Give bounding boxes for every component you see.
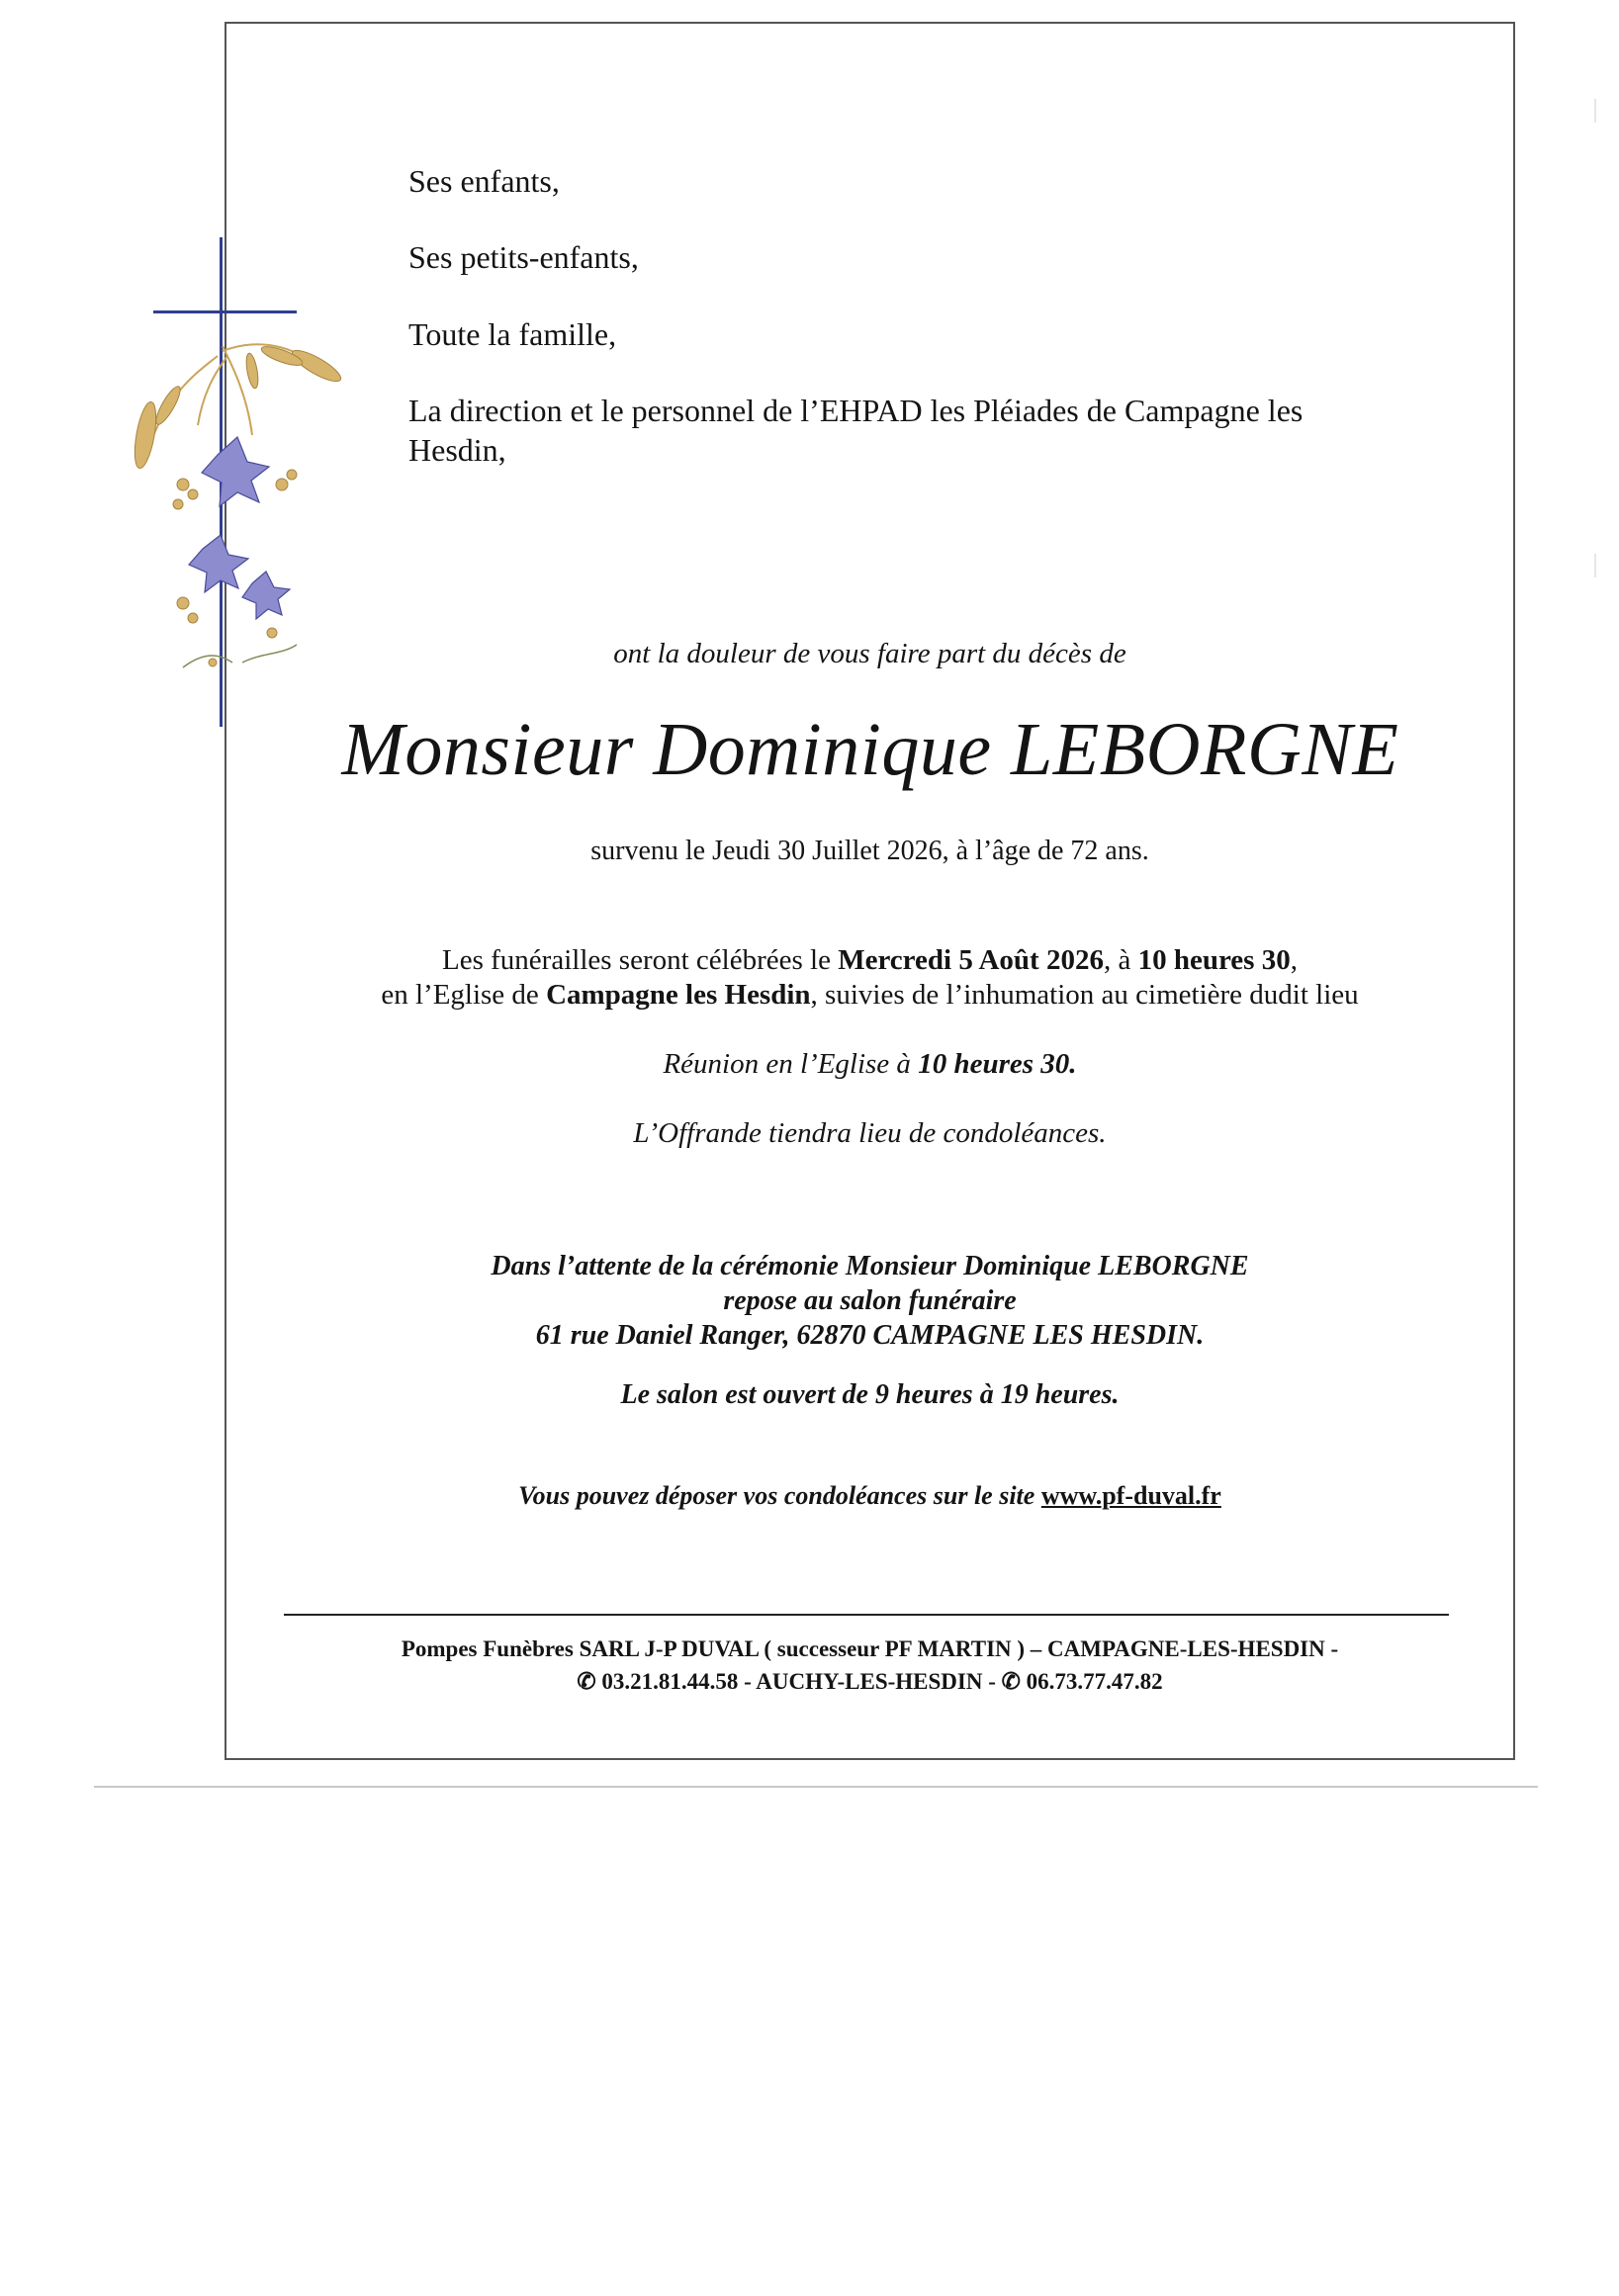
funeral-text: en l’Eglise de	[381, 979, 547, 1011]
funeral-line-1	[225, 944, 1515, 977]
announcement-intro: ont la douleur de vous faire part du décès de	[613, 638, 1126, 669]
death-date-line: survenu le Jeudi 30 Juillet 2026, à l’âge de 72 ans.	[590, 836, 1149, 866]
funeral-text: , suivies de l’inhumation au cimetière dudit lieu	[810, 979, 1359, 1011]
family-line-grandchildren: Ses petits-enfants,	[408, 239, 639, 275]
family-line-family: Toute la famille,	[408, 316, 617, 352]
funeral-date: Mercredi 5 Août 2026	[838, 944, 1104, 976]
deceased-name: Monsieur Dominique LEBORGNE	[341, 708, 1399, 791]
reunion-line	[225, 1048, 1515, 1081]
footer-phones: ✆ 03.21.81.44.58 - AUCHY-LES-HESDIN - ✆ 06.73.77.47.82	[577, 1669, 1163, 1694]
salon-hours: Le salon est ouvert de 9 heures à 19 heures.	[620, 1379, 1120, 1410]
funeral-line-2	[225, 979, 1515, 1012]
funeral-place: Campagne les Hesdin	[546, 979, 811, 1011]
edge-mark	[1594, 99, 1596, 123]
salon-line-1: Dans l’attente de la cérémonie Monsieur Dominique LEBORGNE	[491, 1251, 1249, 1281]
footer-company: Pompes Funèbres SARL J-P DUVAL ( successeur PF MARTIN ) – CAMPAGNE-LES-HESDIN -	[401, 1636, 1339, 1661]
cross-horizontal	[153, 310, 297, 313]
condolences-line	[225, 1481, 1515, 1511]
family-line-children: Ses enfants,	[408, 163, 560, 199]
reunion-text: Réunion en l’Eglise à	[663, 1048, 919, 1080]
condolences-website-link[interactable]: www.pf-duval.fr	[1040, 1481, 1221, 1510]
funeral-text: Les funérailles seront célébrées le	[442, 944, 839, 976]
salon-address: 61 rue Daniel Ranger, 62870 CAMPAGNE LES HESDIN.	[535, 1320, 1205, 1351]
funeral-time: 10 heures 30	[1137, 944, 1291, 976]
salon-line-2: repose au salon funéraire	[723, 1285, 1017, 1316]
edge-mark	[1594, 554, 1596, 577]
offrande-line: L’Offrande tiendra lieu de condoléances.	[633, 1117, 1107, 1149]
footer-rule	[284, 1614, 1449, 1616]
page-bottom-rule	[94, 1786, 1538, 1788]
family-line-ehpad: La direction et le personnel de l’EHPAD les Pléiades de Campagne les Hesdin,	[408, 393, 1304, 468]
funeral-text: ,	[1290, 944, 1298, 976]
reunion-time: 10 heures 30.	[918, 1048, 1077, 1080]
condolences-text: Vous pouvez déposer vos condoléances sur le site	[518, 1481, 1041, 1510]
funeral-text: , à	[1103, 944, 1138, 976]
